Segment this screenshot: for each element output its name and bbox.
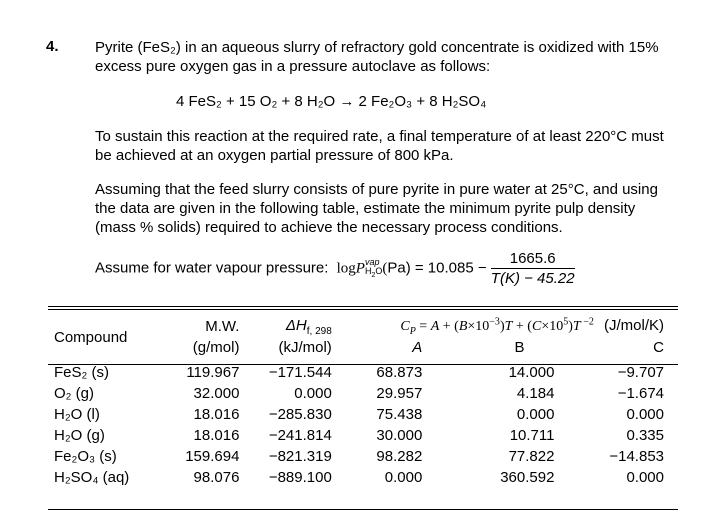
header-cp-unit: (J/mol/K): [604, 316, 664, 334]
cell-dh: −171.544: [268, 364, 332, 381]
cell-dh: −285.830: [268, 406, 332, 423]
cell-c: −14.853: [609, 448, 664, 465]
cell-c: −1.674: [617, 385, 664, 402]
table-row: [48, 467, 678, 488]
cell-compound: H₂O (l): [54, 406, 100, 423]
table-top-rule-2: [48, 309, 678, 310]
cell-dh: −241.814: [268, 427, 332, 444]
cell-b: 0.000: [516, 406, 555, 423]
vapour-pressure-formula: [95, 250, 575, 287]
cell-compound: FeS₂ (s): [54, 364, 109, 381]
cell-c: 0.000: [626, 469, 664, 486]
header-dh-symbol: ΔH: [285, 316, 307, 334]
header-b: B: [514, 339, 525, 356]
cell-b: 4.184: [516, 385, 555, 402]
header-dh: [239, 316, 331, 337]
thermo-data-table: [48, 316, 678, 488]
vapour-numerator: 1665.6: [491, 250, 575, 269]
vapour-fraction: [491, 250, 575, 287]
cell-a: 30.000: [376, 427, 423, 444]
cell-c: 0.000: [626, 406, 664, 423]
table-row: [48, 362, 678, 383]
cell-mw: 18.016: [193, 406, 240, 423]
cell-b: 14.000: [508, 364, 555, 381]
cell-compound: H₂O (g): [54, 427, 105, 444]
vapour-lhs: Pa) = 10.085 −: [387, 259, 487, 277]
cell-c: −9.707: [617, 364, 664, 381]
question-number: 4.: [46, 38, 59, 55]
cell-compound: Fe₂O₃ (s): [54, 448, 117, 465]
vapour-label: Assume for water vapour pressure:: [95, 259, 329, 277]
header-mw: M.W.: [205, 318, 240, 335]
cell-a: 29.957: [376, 385, 423, 402]
table-row: [48, 383, 678, 404]
table-header-row-1: [48, 316, 678, 337]
cell-b: 10.711: [509, 427, 555, 444]
paragraph-task: Assuming that the feed slurry consists of pure pyrite in pure water at 25°C, and using the data are given in the following table, estimate the minimum pyrite pulp density (mass % solids) required to achieve the necessary process conditions.: [95, 181, 658, 236]
table-row: [48, 425, 678, 446]
cell-a: 68.873: [376, 364, 423, 381]
header-a: A: [412, 339, 423, 356]
question-intro: Pyrite (FeS₂) in an aqueous slurry of refractory gold concentrate is oxidized with 15% excess pure oxygen gas in a pressure autoclave as follows:: [95, 39, 659, 75]
cell-dh: 0.000: [294, 385, 332, 402]
table-bottom-rule: [48, 509, 678, 510]
cell-compound: O₂ (g): [54, 385, 94, 402]
header-compound: Compound: [54, 328, 128, 346]
paragraph-conditions: To sustain this reaction at the required rate, a final temperature of at least 220°C must be achieved at an oxygen partial pressure of 800 kPa.: [95, 128, 664, 164]
header-c: C: [653, 339, 664, 356]
header-mw-unit: (g/mol): [192, 339, 240, 356]
cell-b: 77.822: [508, 448, 555, 465]
table-top-rule: [48, 306, 678, 307]
header-dh-sub: f, 298: [306, 325, 332, 337]
cell-a: 75.438: [376, 406, 423, 423]
header-dh-unit: (kJ/mol): [278, 339, 332, 356]
vapour-denominator: T(K) − 45.22: [490, 270, 575, 287]
cell-b: 360.592: [500, 469, 555, 486]
cell-a: 0.000: [384, 469, 423, 486]
vapour-equation: logP vap $H_2O$ (Pa) = 10.085 − $\frac{1665.6}{T(K) - 45.22}$: [336, 250, 575, 287]
header-cp-equation: $C_P = A + (B\times 10^{-3})T + (C\times 10^5)T$ $^{-2}$ (J/mol/K): [400, 316, 664, 337]
table-row: [48, 446, 678, 467]
cell-mw: 18.016: [193, 427, 240, 444]
reaction-equation: 4 FeS₂ + 15 O₂ + 8 H₂O → 2 Fe₂O₃ + 8 H₂SO₄: [176, 93, 487, 110]
cell-mw: 32.000: [193, 385, 240, 402]
cell-mw: 159.694: [185, 448, 240, 465]
cell-a: 98.282: [376, 448, 423, 465]
cell-dh: −821.319: [268, 448, 332, 465]
cell-mw: 98.076: [193, 469, 240, 486]
cell-c: 0.335: [626, 427, 664, 444]
cell-mw: 119.967: [186, 364, 240, 381]
cell-compound: H₂SO₄ (aq): [54, 469, 130, 486]
table-row: [48, 404, 678, 425]
cell-dh: −889.100: [268, 469, 332, 486]
